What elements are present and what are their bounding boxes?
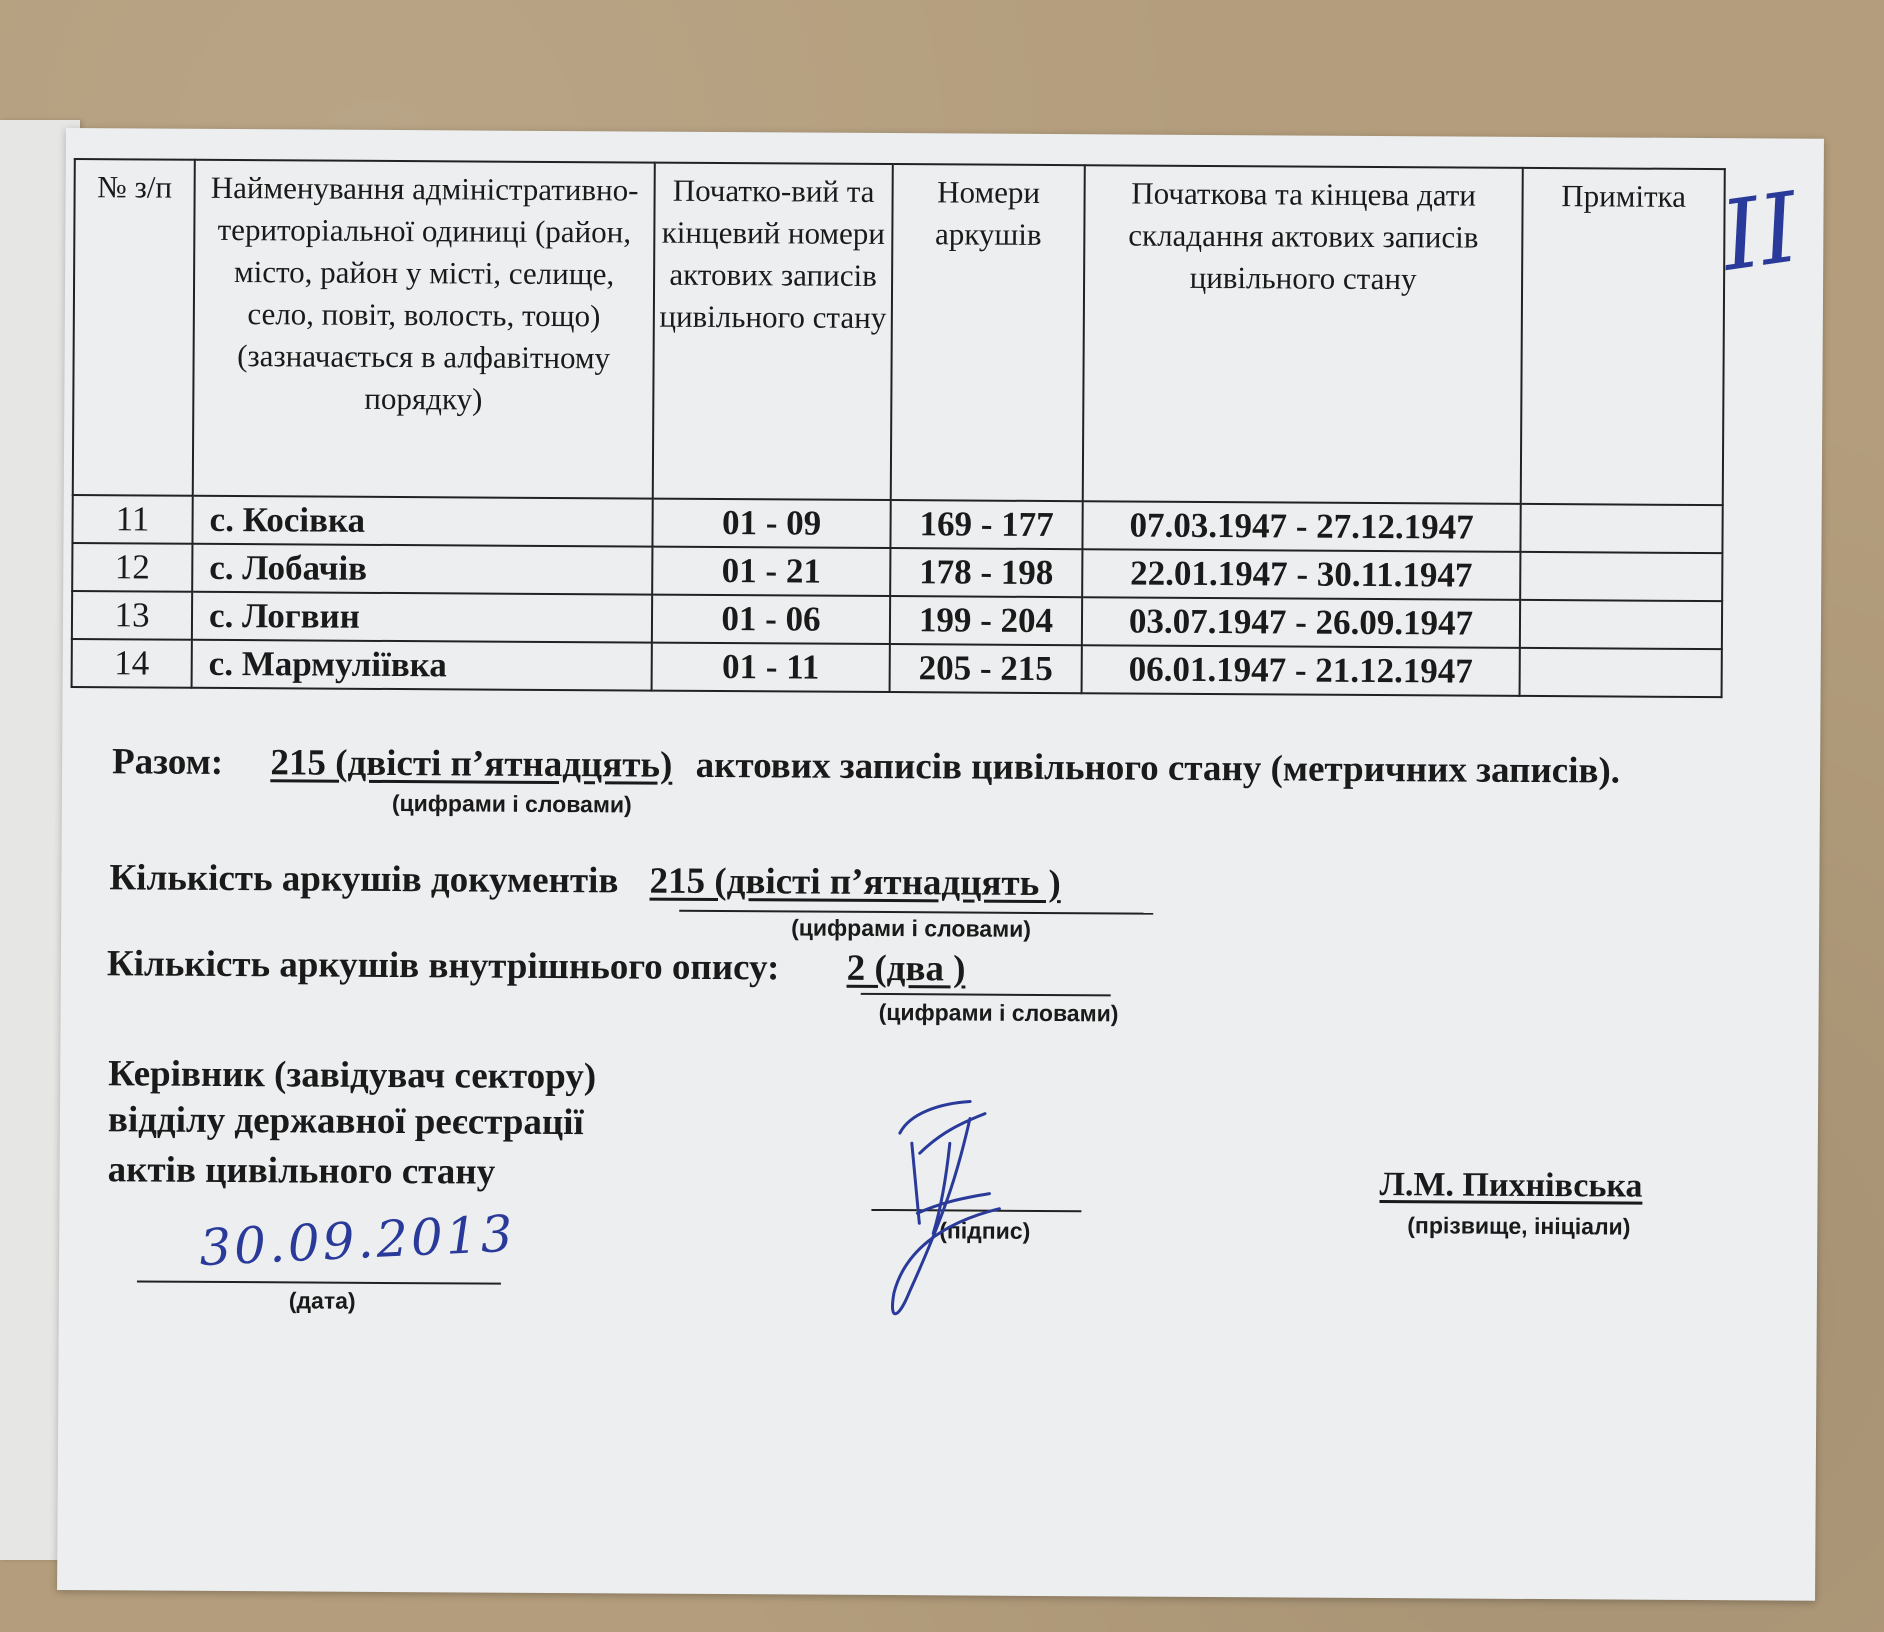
row-number: 14 (72, 639, 192, 688)
row-note (1520, 600, 1722, 649)
row-number: 11 (72, 495, 192, 544)
row-acts: 01 - 21 (652, 547, 890, 596)
row-name: с. Косівка (192, 496, 652, 547)
total-suffix: актових записів цивільного стану (метричних записів). (695, 744, 1621, 792)
signature-scrawl (849, 1093, 1110, 1335)
row-dates: 07.03.1947 - 27.12.1947 (1082, 501, 1520, 552)
row-name: с. Логвин (192, 592, 652, 643)
row-note (1520, 504, 1722, 553)
row-acts: 01 - 09 (652, 499, 890, 548)
row-acts: 01 - 06 (652, 595, 890, 644)
sheets-docs-value: 215 (двісті п’ятнадцять ) (649, 860, 1061, 905)
row-sheets: 205 - 215 (890, 644, 1082, 693)
head-title-line3: актів цивільного стану (107, 1149, 496, 1193)
row-note (1520, 648, 1722, 697)
col-header-name: Найменування адміністративно-територіальної одиниці (район, місто, район у місті, селище, село, повіт, волость, тощо) (зазначається в алфавітному порядку) (193, 160, 655, 499)
register-table (71, 158, 1726, 698)
document-page (57, 128, 1824, 1601)
col-header-dates: Початкова та кінцева дати складання актових записів цивільного стану (1083, 165, 1523, 504)
corner-mark: II (1714, 171, 1806, 293)
total-label: Разом: (112, 741, 224, 783)
row-sheets: 169 - 177 (890, 500, 1082, 549)
sheets-inventory-label: Кількість аркушів внутрішнього опису: (106, 943, 780, 989)
sheets-docs-label: Кількість аркушів документів (109, 857, 619, 902)
total-value: 215 (двісті п’ятнадцять) (270, 742, 673, 786)
row-dates: 06.01.1947 - 21.12.1947 (1082, 645, 1520, 696)
row-acts: 01 - 11 (652, 643, 890, 692)
sheets-docs-underline (679, 910, 1153, 915)
head-title-line2: відділу державної реєстрації (107, 1099, 584, 1144)
table-header-row (73, 159, 1725, 505)
col-header-sheet-numbers: Номери аркушів (891, 164, 1085, 501)
col-header-number: № з/п (73, 159, 195, 496)
row-dates: 03.07.1947 - 26.09.1947 (1082, 597, 1520, 648)
sheets-docs-line (109, 856, 1061, 905)
col-header-act-numbers: Початко-вий та кінцевий номери актових записів цивільного стану (653, 163, 893, 500)
head-name: Л.М. Пихнівська (1379, 1166, 1643, 1205)
row-number: 12 (72, 543, 192, 592)
total-line (112, 740, 1620, 792)
sheets-inventory-line (107, 942, 966, 990)
row-dates: 22.01.1947 - 30.11.1947 (1082, 549, 1520, 600)
row-name: с. Мармуліївка (192, 640, 652, 691)
sheets-docs-hint: (цифрами і словами) (791, 914, 1032, 942)
row-sheets: 199 - 204 (890, 596, 1082, 645)
row-number: 13 (72, 591, 192, 640)
date-underline (137, 1280, 501, 1284)
row-name: с. Лобачів (192, 544, 652, 595)
table-row (72, 639, 1722, 697)
sheets-inventory-hint: (цифрами і словами) (878, 998, 1119, 1027)
sheets-inventory-value: 2 (два ) (846, 947, 966, 990)
col-header-note: Примітка (1521, 168, 1725, 505)
row-sheets: 178 - 198 (890, 548, 1082, 597)
date-hint: (дата) (288, 1287, 356, 1314)
signature-hint: (підпис) (939, 1217, 1031, 1244)
head-title-line1: Керівник (завідувач сектору) (108, 1053, 597, 1098)
name-hint: (прізвище, ініціали) (1407, 1212, 1631, 1240)
handwritten-date: 30.09.2013 (198, 1204, 517, 1278)
row-note (1520, 552, 1722, 601)
sheets-inventory-underline (861, 993, 1111, 997)
total-hint: (цифрами і словами) (391, 790, 632, 818)
